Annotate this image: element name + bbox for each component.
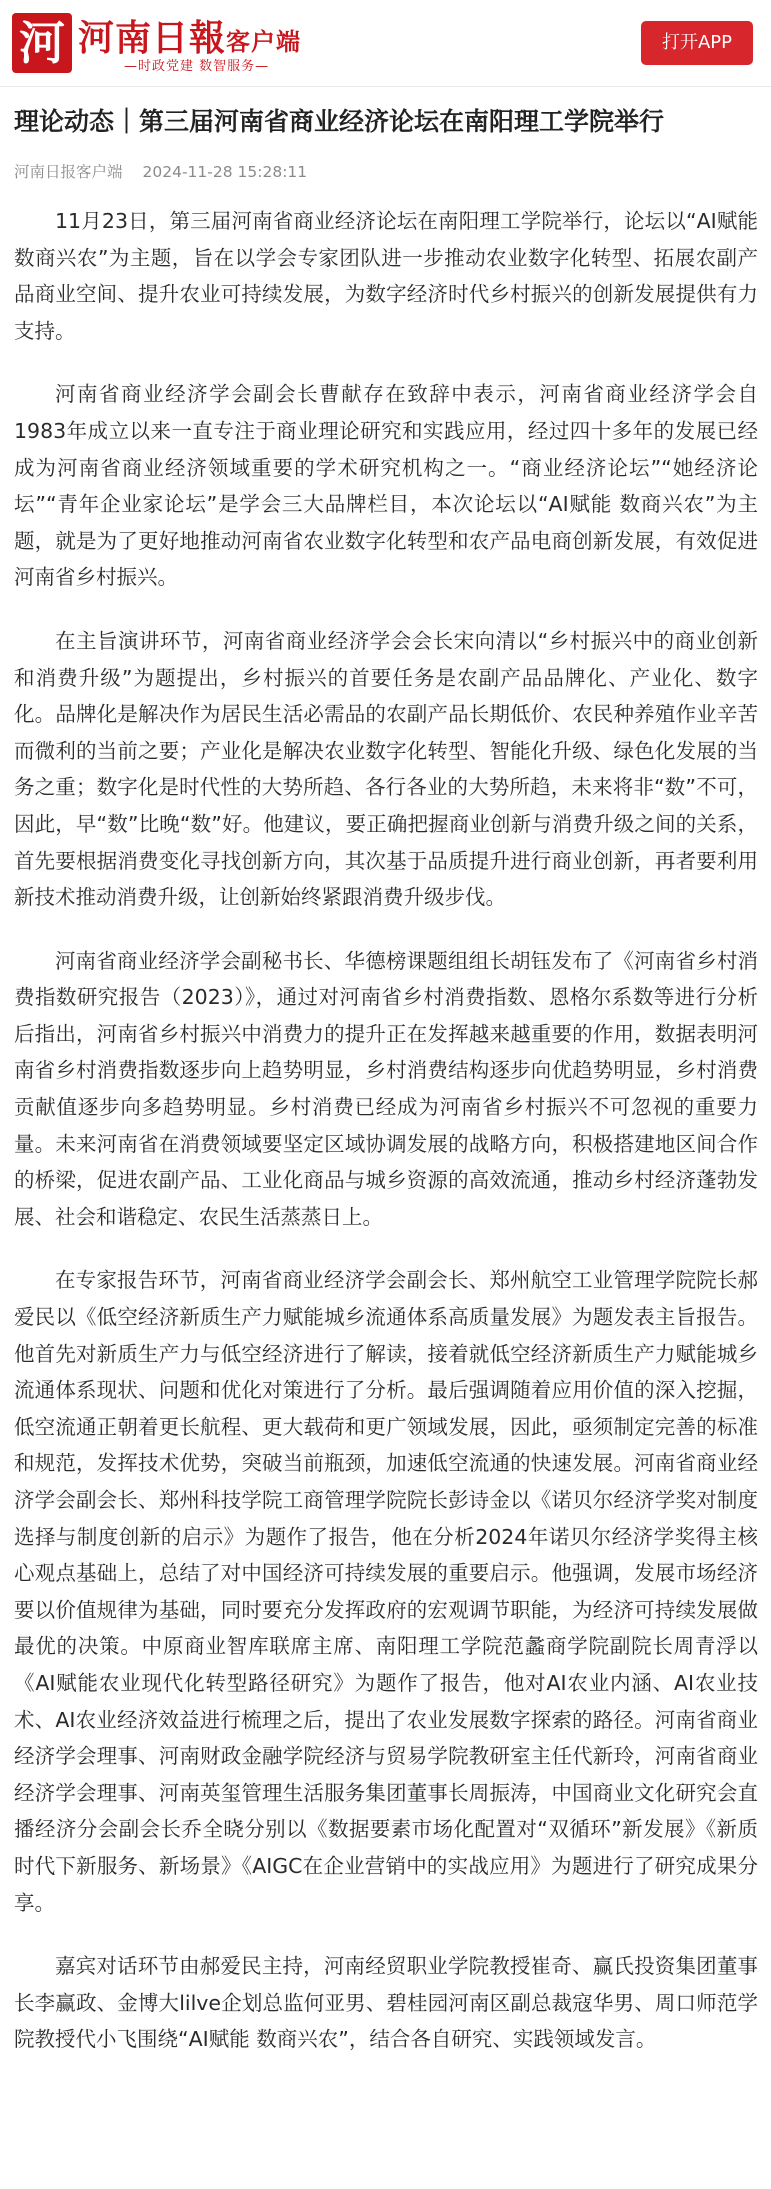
- article-source: 河南日报客户端: [14, 163, 123, 181]
- logo-client-suffix: 客户端: [226, 28, 302, 56]
- article-body: [14, 203, 758, 2085]
- top-bar: [0, 0, 771, 87]
- article-paragraph: 在主旨演讲环节，河南省商业经济学会会长宋向清以“乡村振兴中的商业创新和消费升级”为题提出，乡村振兴的首要任务是农副产品品牌化、产业化、数字化。品牌化是解决作为居民生活必需品的农副产品长期低价、农民种养殖作业辛苦而微利的当前之要；产业化是解决农业数字化转型、智能化升级、绿色化发展的当务之重；数字化是时代性的大势所趋、各行各业的大势所趋，未来将非“数”不可，因此，早“数”比晚“数”好。他建议，要正确把握商业创新与消费升级之间的关系，首先要根据消费变化寻找创新方向，其次基于品质提升进行商业创新，再者要利用新技术推动消费升级，让创新始终紧跟消费升级步伐。: [14, 628, 758, 910]
- article-paragraph: 11月23日，第三届河南省商业经济论坛在南阳理工学院举行，论坛以“AI赋能 数商兴农”为主题，旨在以学会专家团队进一步推动农业数字化转型、拓展农副产品商业空间、提升农业可持续发展，为数字经济时代乡村振兴的创新发展提供有力支持。: [14, 209, 758, 343]
- open-app-button[interactable]: 打开APP: [641, 21, 753, 65]
- article-meta: [14, 160, 327, 182]
- article-paragraph: 在专家报告环节，河南省商业经济学会副会长、郑州航空工业管理学院院长郝爱民以《低空经济新质生产力赋能城乡流通体系高质量发展》为题发表主旨报告。他首先对新质生产力与低空经济进行了解读，接着就低空经济新质生产力赋能城乡流通体系现状、问题和优化对策进行了分析。最后强调随着应用价值的深入挖掘，低空流通正朝着更长航程、更大载荷和更广领域发展，因此，亟须制定完善的标准和规范，发挥技术优势，突破当前瓶颈，加速低空流通的快速发展。河南省商业经济学会副会长、郑州科技学院工商管理学院院长彭诗金以《诺贝尔经济学奖对制度选择与制度创新的启示》为题作了报告，他在分析2024年诺贝尔经济学奖得主核心观点基础上，总结了对中国经济可持续发展的重要启示。他强调，发展市场经济要以价值规律为基础，同时要充分发挥政府的宏观调节职能，为经济可持续发展做最优的决策。中原商业智库联席主席、南阳理工学院范蠡商学院副院长周青浮以《AI赋能农业现代化转型路径研究》为题作了报告，他对AI农业内涵、AI农业技术、AI农业经济效益进行梳理之后，提出了农业发展数字探索的路径。河南省商业经济学会理事、河南财政金融学院经济与贸易学院教研室主任代新玲，河南省商业经济学会理事、河南英玺管理生活服务集团董事长周振涛，中国商业文化研究会直播经济分会副会长乔全晓分别以《数据要素市场化配置对“双循环”新发展》《新质时代下新服务、新场景》《AIGC在企业营销中的实战应用》为题进行了研究成果分享。: [14, 1268, 758, 1915]
- article-paragraph: 嘉宾对话环节由郝爱民主持，河南经贸职业学院教授崔奇、赢氏投资集团董事长李赢政、金博大lilve企划总监何亚男、碧桂园河南区副总裁寇华男、周口师范学院教授代小飞围绕“AI赋能 数商兴农”，结合各自研究、实践领域发言。: [14, 1954, 758, 2052]
- logo-slogan: —时政党建 数智服务—: [124, 59, 270, 74]
- article-paragraph: 河南省商业经济学会副会长曹献存在致辞中表示，河南省商业经济学会自1983年成立以来一直专注于商业理论研究和实践应用，经过四十多年的发展已经成为河南省商业经济领域重要的学术研究机构之一。“商业经济论坛”“她经济论坛”“青年企业家论坛”是学会三大品牌栏目，本次论坛以“AI赋能 数商兴农”为主题，就是为了更好地推动河南省农业数字化转型和农产品电商创新发展，有效促进河南省乡村振兴。: [14, 382, 758, 590]
- article-title: 理论动态｜第三届河南省商业经济论坛在南阳理工学院举行: [14, 107, 665, 136]
- logo-name-text: 河南日報: [78, 17, 227, 59]
- logo-name[interactable]: [78, 10, 301, 61]
- logo-icon[interactable]: 河: [12, 13, 72, 73]
- article-paragraph: 河南省商业经济学会副秘书长、华德榜课题组组长胡钰发布了《河南省乡村消费指数研究报告（2023）》，通过对河南省乡村消费指数、恩格尔系数等进行分析后指出，河南省乡村振兴中消费力的提升正在发挥越来越重要的作用，数据表明河南省乡村消费指数逐步向上趋势明显，乡村消费结构逐步向优趋势明显，乡村消费贡献值逐步向多趋势明显。乡村消费已经成为河南省乡村振兴不可忽视的重要力量。未来河南省在消费领域要坚定区域协调发展的战略方向，积极搭建地区间合作的桥梁，促进农副产品、工业化商品与城乡资源的高效流通，推动乡村经济蓬勃发展、社会和谐稳定、农民生活蒸蒸日上。: [14, 948, 758, 1229]
- article-timestamp: 2024-11-28 15:28:11: [142, 163, 308, 181]
